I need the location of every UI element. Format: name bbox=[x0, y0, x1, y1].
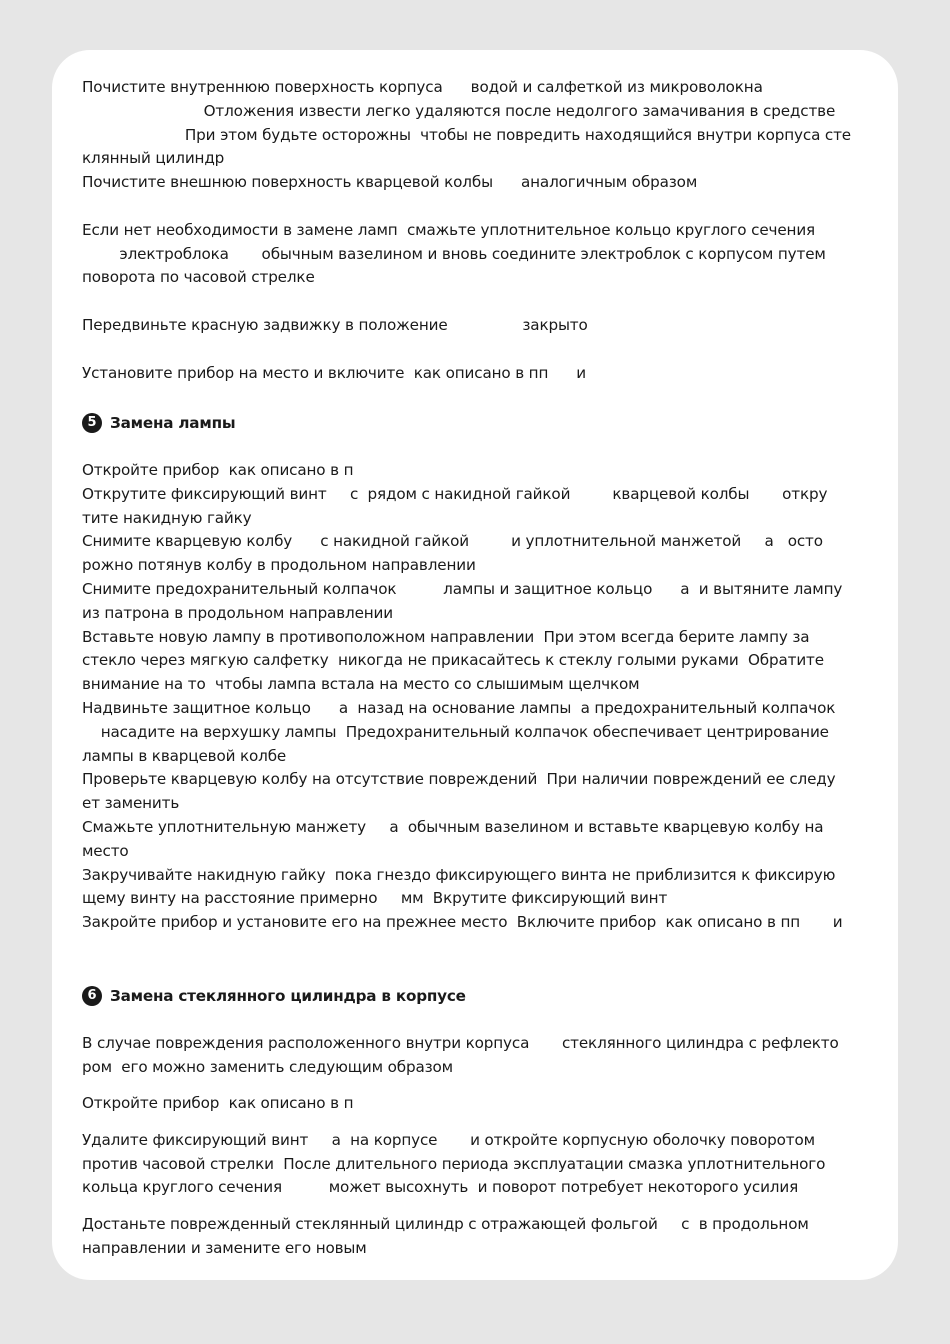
text-line: В случае повреждения расположенного внутри корпуса стеклянного цилиндра с рефлекто bbox=[82, 1034, 839, 1053]
text-line: ром его можно заменить следующим образом bbox=[82, 1058, 453, 1077]
text-line: лампы в кварцевой колбе bbox=[82, 746, 287, 765]
open-device-paragraph: Откройте прибор как описано в п bbox=[82, 1094, 354, 1113]
text-line: Снимите предохранительный колпачок лампы и защитное кольцо а и вытяните лампу bbox=[82, 579, 843, 598]
text-line: Почистите внешнюю поверхность кварцевой колбы аналогичным образом bbox=[82, 173, 698, 192]
text-line: из патрона в продольном направлении bbox=[82, 603, 393, 622]
text-line: Удалите фиксирующий винт а на корпусе и откройте корпусную оболочку поворотом bbox=[82, 1130, 815, 1149]
text-line: электроблока обычным вазелином и вновь соедините электроблок с корпусом путем bbox=[82, 244, 826, 263]
text-line: ет заменить bbox=[82, 794, 180, 813]
text-line: Вставьте новую лампу в противоположном направлении При этом всегда берите лампу за bbox=[82, 627, 810, 646]
text-line: Проверьте кварцевую колбу на отсутствие повреждений При наличии повреждений ее следу bbox=[82, 770, 836, 789]
text-line: поворота по часовой стрелке bbox=[82, 268, 315, 287]
section-number-badge: 6 bbox=[82, 986, 102, 1006]
text-line: Достаньте поврежденный стеклянный цилиндр с отражающей фольгой с в продольном bbox=[82, 1215, 809, 1234]
text-line: Если нет необходимости в замене ламп смажьте уплотнительное кольцо круглого сечения bbox=[82, 220, 816, 239]
text-line: внимание на то чтобы лампа встала на место со слышимым щелчком bbox=[82, 675, 640, 694]
text-line: стекло через мягкую салфетку никогда не прикасайтесь к стеклу голыми руками Обратите bbox=[82, 651, 824, 670]
cylinder-intro-paragraph bbox=[82, 1032, 898, 1080]
text-line: Надвиньте защитное кольцо а назад на основание лампы а предохранительный колпачок bbox=[82, 698, 836, 717]
text-line: Закройте прибор и установите его на прежнее место Включите прибор как описано в пп и bbox=[82, 913, 843, 932]
section-title: Замена лампы bbox=[110, 414, 236, 433]
text-line: щему винту на расстояние примерно мм Вкрутите фиксирующий винт bbox=[82, 889, 668, 908]
section-number-badge: 5 bbox=[82, 413, 102, 433]
o-ring-instructions bbox=[82, 219, 898, 290]
lamp-replacement-steps bbox=[82, 459, 898, 935]
text-line: место bbox=[82, 841, 129, 860]
text-line: тите накидную гайку bbox=[82, 508, 252, 527]
text-line: направлении и замените его новым bbox=[82, 1239, 367, 1258]
section-title: Замена стеклянного цилиндра в корпусе bbox=[110, 987, 466, 1006]
text-line: Смажьте уплотнительную манжету а обычным вазелином и вставьте кварцевую колбу на bbox=[82, 817, 824, 836]
document-page bbox=[52, 50, 898, 1280]
section-heading-glass-cylinder-replacement bbox=[82, 984, 898, 1008]
text-line: Снимите кварцевую колбу с накидной гайкой и уплотнительной манжетой а осто bbox=[82, 532, 823, 551]
remove-screw-paragraph bbox=[82, 1129, 898, 1200]
latch-instruction: Передвиньте красную задвижку в положение закрыто bbox=[82, 315, 588, 334]
text-line: Открутите фиксирующий винт с рядом с накидной гайкой кварцевой колбы откру bbox=[82, 484, 828, 503]
text-line: Отложения извести легко удаляются после недолгого замачивания в средстве bbox=[82, 101, 836, 120]
text-line: против часовой стрелки После длительного периода эксплуатации смазка уплотнительного bbox=[82, 1154, 826, 1173]
text-line: Почистите внутреннюю поверхность корпуса водой и салфеткой из микроволокна bbox=[82, 78, 763, 96]
text-line: рожно потянув колбу в продольном направлении bbox=[82, 556, 476, 575]
replace-cylinder-paragraph bbox=[82, 1213, 898, 1261]
text-line: При этом будьте осторожны чтобы не повредить находящийся внутри корпуса сте bbox=[82, 125, 851, 144]
text-line: кольца круглого сечения может высохнуть и поворот потребует некоторого усилия bbox=[82, 1178, 799, 1197]
text-line: клянный цилиндр bbox=[82, 149, 225, 168]
cleaning-instructions bbox=[82, 76, 898, 195]
text-line: Закручивайте накидную гайку пока гнездо фиксирующего винта не приблизится к фиксирую bbox=[82, 865, 836, 884]
section-heading-lamp-replacement bbox=[82, 411, 898, 435]
text-line: насадите на верхушку лампы Предохранительный колпачок обеспечивает центрирование bbox=[82, 722, 829, 741]
text-line: Откройте прибор как описано в п bbox=[82, 460, 354, 479]
reinstall-instruction: Установите прибор на место и включите как описано в пп и bbox=[82, 363, 587, 382]
